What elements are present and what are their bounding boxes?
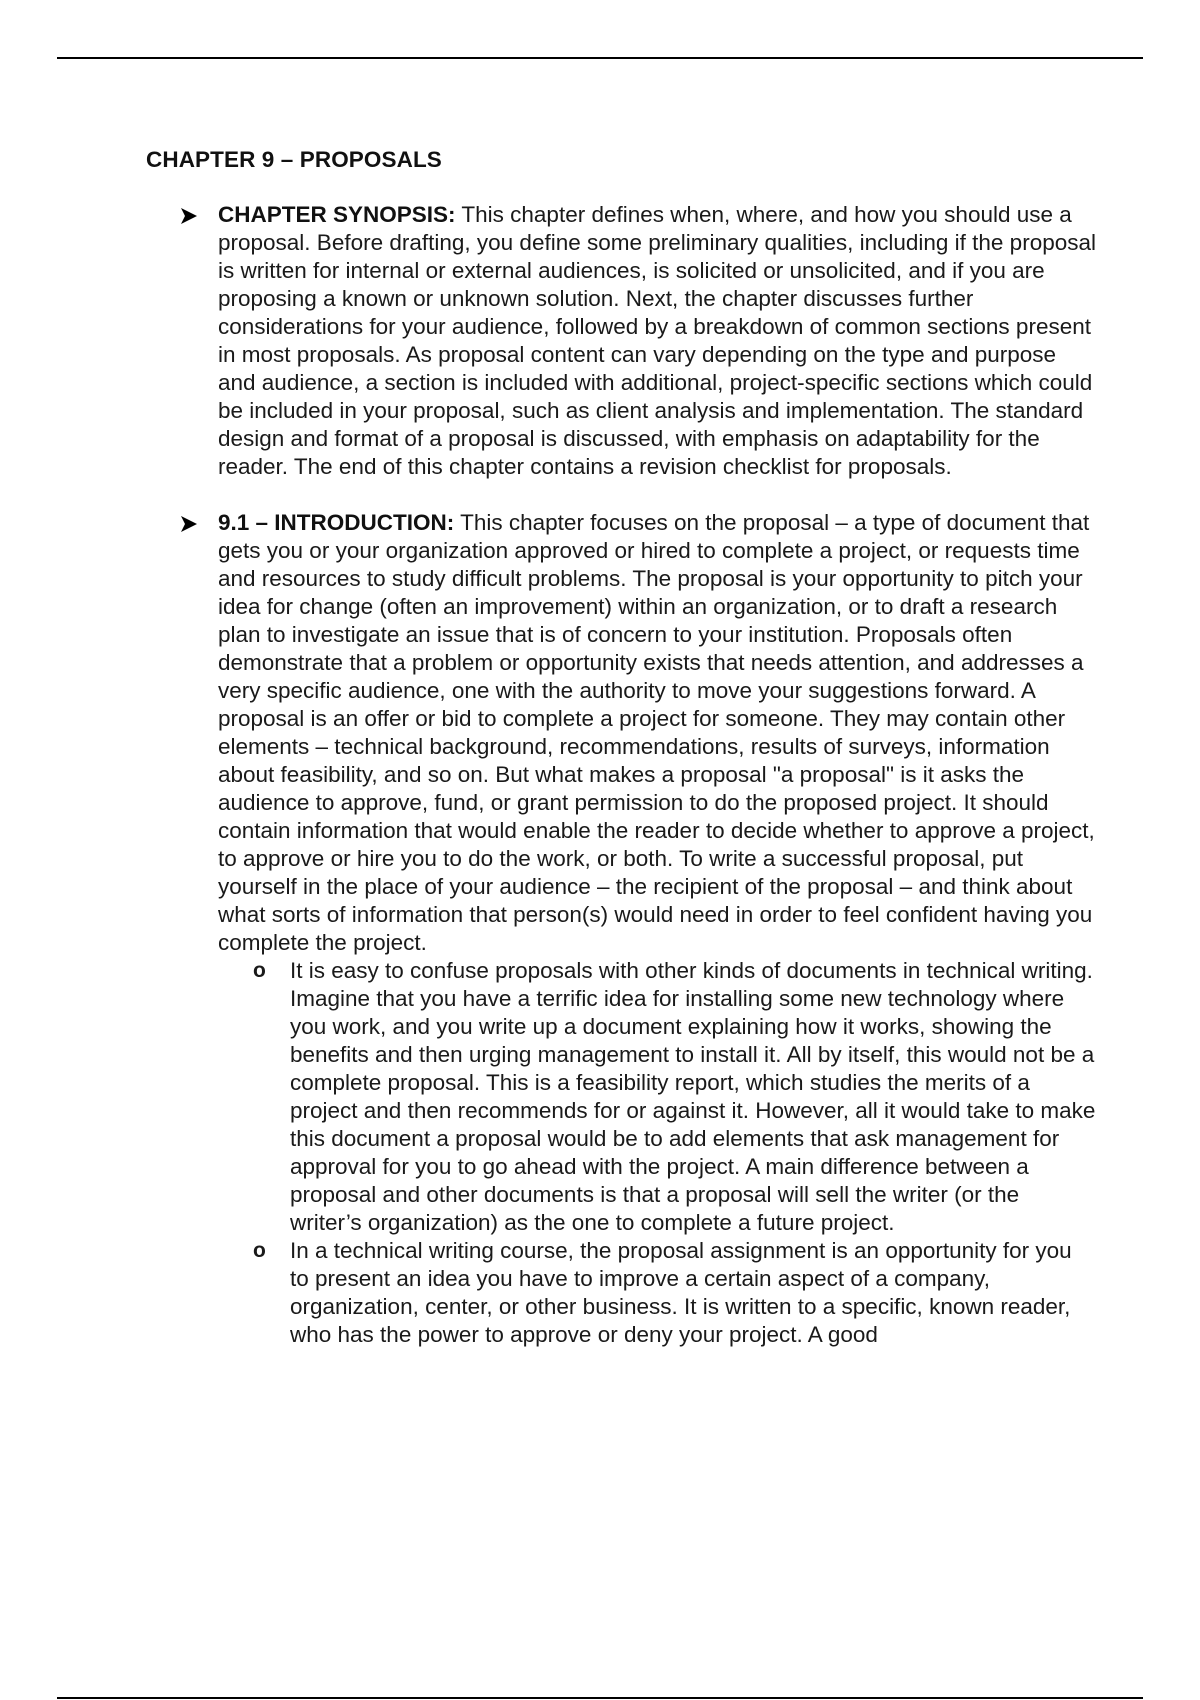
section-list <box>146 201 1096 1377</box>
synopsis-heading: CHAPTER SYNOPSIS: <box>218 202 456 227</box>
circle-bullet-icon: o <box>253 1239 266 1262</box>
synopsis-text: This chapter defines when, where, and how you should use a proposal. Before drafting, you define some preliminary qualities, including if the proposal is written for internal or external audiences, is solicited or unsolicited, and if you are proposing a known or unknown solution. Next, the chapter discusses further considerations for your audience, followed by a breakdown of common sections present in most proposals. As proposal content can vary depending on the type and purpose and audience, a section is included with additional, project-specific sections which could be included in your proposal, such as client analysis and implementation. The standard design and format of a proposal is discussed, with emphasis on adaptability for the reader. The end of this chapter contains a revision checklist for proposals. <box>218 202 1096 479</box>
list-item-text: It is easy to confuse proposals with other kinds of documents in technical writing. Imagine that you have a terrific idea for installing some new technology where you work, and you write up a document explaining how it works, showing the benefits and then urging management to install it. All by itself, this would not be a complete proposal. This is a feasibility report, which studies the merits of a project and then recommends for or against it. However, all it would take to make this document a proposal would be to add elements that ask management for approval for you to go ahead with the project. A main difference between a proposal and other documents is that a proposal will sell the writer (or the writer’s organization) as the one to complete a future project. <box>290 958 1096 1235</box>
introduction-heading: 9.1 – INTRODUCTION: <box>218 510 455 535</box>
arrow-bullet-icon <box>180 207 198 225</box>
list-item <box>218 957 1096 1237</box>
header-rule <box>57 57 1143 59</box>
chapter-title: CHAPTER 9 – PROPOSALS <box>146 147 442 172</box>
introduction-sublist <box>218 957 1096 1349</box>
introduction-item <box>146 509 1096 1349</box>
footer-rule <box>57 1697 1143 1699</box>
introduction-text: This chapter focuses on the proposal – a type of document that gets you or your organization approved or hired to complete a project, or requests time and resources to study difficult problems. The proposal is your opportunity to pitch your idea for change (often an improvement) within an organization, or to draft a research plan to investigate an issue that is of concern to your institution. Proposals often demonstrate that a problem or opportunity exists that needs attention, and addresses a very specific audience, one with the authority to move your suggestions forward. A proposal is an offer or bid to complete a project for someone. They may contain other elements – technical background, recommendations, results of surveys, information about feasibility, and so on. But what makes a proposal "a proposal" is it asks the audience to approve, fund, or grant permission to do the proposed project. It should contain information that would enable the reader to decide whether to approve a project, to approve or hire you to do the work, or both. To write a successful proposal, put yourself in the place of your audience – the recipient of the proposal – and think about what sorts of information that person(s) would need in order to feel confident having you complete the project. <box>218 510 1095 955</box>
synopsis-item <box>146 201 1096 481</box>
list-item-text: In a technical writing course, the proposal assignment is an opportunity for you to present an idea you have to improve a certain aspect of a company, organization, center, or other business. It is written to a specific, known reader, who has the power to approve or deny your project. A good <box>290 1238 1072 1347</box>
list-item <box>218 1237 1096 1349</box>
arrow-bullet-icon <box>180 515 198 533</box>
circle-bullet-icon: o <box>253 959 266 982</box>
